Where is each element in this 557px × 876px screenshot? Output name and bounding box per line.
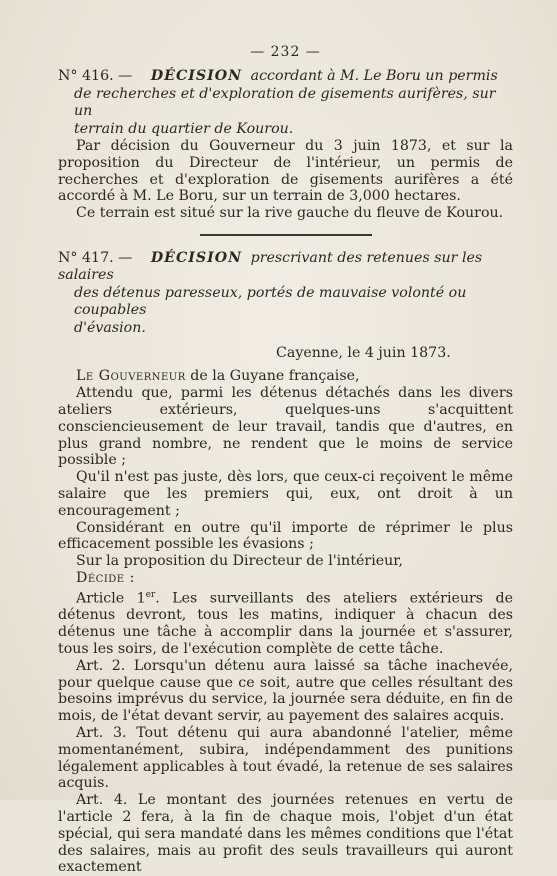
entry-417-title-line3: d'évasion. [74, 319, 146, 336]
entry-416-title-line1: accordant à M. Le Boru un permis [250, 68, 498, 84]
entry-416-title-line2: de recherches et d'exploration de gisements aurifères, sur un [74, 85, 496, 119]
recital-1: Attendu que, parmi les détenus détachés dans les divers ateliers extérieurs, quelques-uns s'acquittent consciencieusement de leur travail, tandis que d'autres, en plus grand nombre, ne rendent que le moins de service possible ; [58, 385, 513, 469]
article-3: Art. 3. Tout détenu qui aura abandonné l'atelier, même momentanément, subira, indépendamment des punitions légalement applicables à tout évadé, la retenue de ses salaires acquis. [58, 724, 513, 792]
decide-line [58, 570, 513, 587]
governor-line [58, 368, 513, 385]
article-1-lead: Article 1 [76, 590, 146, 607]
entry-416-number: N° 416. [58, 68, 114, 84]
entry-417-number: N° 417. [58, 249, 114, 266]
article-1-text: . Les surveillants des ateliers extérieurs de détenus devront, tous les matins, indiquer à chacun des détenus une tâche à accomplir dans la journée et s'assurer, tous les soirs, de l'exécution complète de cette tâche. [58, 590, 513, 657]
section-divider [200, 234, 372, 236]
entry-417-title-line2: des détenus paresseux, portés de mauvaise volonté ou coupables [74, 284, 467, 319]
recital-2: Qu'il n'est pas juste, dès lors, que ceux-ci reçoivent le même salaire que les premiers qui, eux, ont droit à un encouragement ; [58, 469, 513, 519]
entry-416-label: DÉCISION [150, 68, 243, 84]
decide-label: Décide : [76, 570, 135, 587]
entry-416-paragraph-1: Par décision du Gouverneur du 3 juin 1873, et sur la proposition du Directeur de l'intérieur, un permis de recherches et d'exploration de gisements aurifères a été accordé à M. Le Boru, sur un terrain de 3,000 hectares. [58, 138, 513, 205]
article-1-sup: er [145, 589, 156, 600]
place-date: Cayenne, le 4 juin 1873. [276, 345, 451, 362]
governor-rest: de la Guyane française, [190, 368, 360, 385]
recital-4: Sur la proposition du Directeur de l'intérieur, [76, 553, 404, 570]
article-2: Art. 2. Lorsqu'un détenu aura laissé sa tâche inachevée, pour quelque cause que ce soit, autre que celles résultant des besoins imprévus du service, la journée sera déduite, en fin de mois, de l'état devant servir, au payement des salaires acquis. [58, 657, 513, 725]
entry-417-title-line1: prescrivant des retenues sur les salaires [58, 249, 483, 284]
article-1 [58, 587, 513, 658]
entry-417-label: DÉCISION [150, 249, 243, 266]
entry-416-paragraph-2: Ce terrain est situé sur la rive gauche du fleuve de Kourou. [76, 205, 504, 222]
governor-title: Le Gouverneur [76, 368, 186, 385]
article-4: Art. 4. Le montant des journées retenues en vertu de l'article 2 fera, à la fin de chaque mois, l'objet d'un état spécial, qui sera mandaté dans les mêmes conditions que l'état des salaires, mais au profit des seuls travailleurs qui auront exactement [58, 792, 513, 876]
page-number: — 232 — [250, 44, 321, 60]
entry-416-heading [58, 68, 513, 138]
entry-416-dash: — [118, 68, 133, 84]
entry-416-title-line3: terrain du quartier de Kourou. [74, 120, 294, 137]
recital-3: Considérant en outre qu'il importe de réprimer le plus efficacement possible les évasions ; [58, 519, 513, 553]
entry-417-heading [58, 250, 513, 338]
entry-417-dash: — [118, 249, 133, 266]
